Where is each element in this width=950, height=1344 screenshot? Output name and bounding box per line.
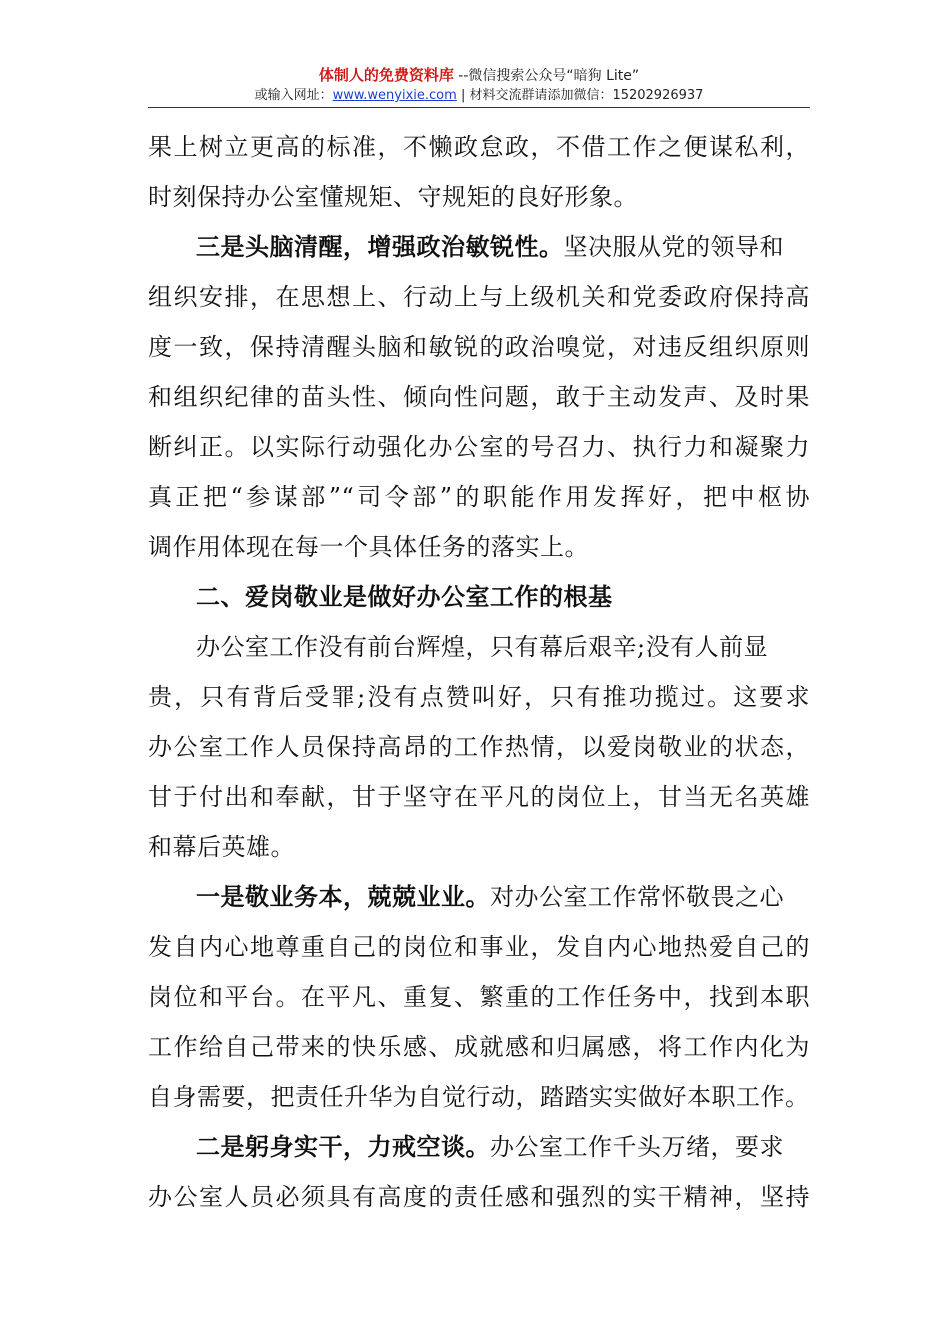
contact-info: | 材料交流群请添加微信：15202926937 [460,88,704,103]
paragraph-lead: 一是敬业务本，兢兢业业。 [196,882,490,911]
brand-name: 体制人的免费资料库 [318,66,454,84]
header-line-brand [148,66,810,86]
text-line: 和组织纪律的苗头性、倾向性问题，敢于主动发声、及时果 [148,383,810,411]
paragraph-lead: 二是躬身实干，力戒空谈。 [196,1132,490,1161]
paragraph-start [148,222,810,272]
text-line: 发自内心地尊重自己的岗位和事业，发自内心地热爱自己的 [148,933,810,961]
text-line: 工作给自己带来的快乐感、成就感和归属感，将工作内化为 [148,1033,810,1061]
paragraph-text: 坚决服从党的领导和 [563,233,784,261]
text-line: 时刻保持办公室懂规矩、守规矩的良好形象。 [148,183,638,211]
text-line: 贵，只有背后受罪;没有点赞叫好，只有推功揽过。这要求 [148,683,810,711]
text-line: 度一致，保持清醒头脑和敏锐的政治嗅觉，对违反组织原则 [148,333,810,361]
text-line: 断纠正。以实际行动强化办公室的号召力、执行力和凝聚力 [148,433,810,461]
paragraph-start [148,872,810,922]
text-line: 岗位和平台。在平凡、重复、繁重的工作任务中，找到本职 [148,983,810,1011]
paragraph-start: 办公室工作没有前台辉煌，只有幕后艰辛;没有人前显 [196,633,769,661]
section-heading: 二、爱岗敬业是做好办公室工作的根基 [196,583,613,611]
header-tagline: --微信搜索公众号“暗狗 Lite” [458,68,640,84]
url-label: 或输入网址： [254,88,333,103]
website-link[interactable]: www.wenyixie.com [332,88,457,103]
text-line: 自身需要，把责任升华为自觉行动，踏踏实实做好本职工作。 [148,1083,810,1111]
header-divider [148,107,810,108]
text-line: 和幕后英雄。 [148,833,295,861]
page-header [148,66,810,105]
text-line: 办公室工作人员保持高昂的工作热情，以爱岗敬业的状态， [148,733,810,761]
paragraph-lead: 三是头脑清醒，增强政治敏锐性。 [196,232,564,261]
text-line: 真正把“参谋部”“司令部”的职能作用发挥好，把中枢协 [148,483,810,511]
header-line-contact [148,86,810,105]
text-line: 果上树立更高的标准，不懒政怠政，不借工作之便谋私利， [148,133,810,161]
paragraph-text: 办公室工作千头万绪，要求 [490,1133,784,1161]
paragraph-start [148,1122,810,1172]
document-body [148,122,810,1222]
text-line: 甘于付出和奉献，甘于坚守在平凡的岗位上，甘当无名英雄 [148,783,810,811]
text-line: 办公室人员必须具有高度的责任感和强烈的实干精神，坚持 [148,1183,810,1211]
paragraph-text: 对办公室工作常怀敬畏之心 [490,883,784,911]
text-line: 调作用体现在每一个具体任务的落实上。 [148,533,589,561]
text-line: 组织安排，在思想上、行动上与上级机关和党委政府保持高 [148,283,810,311]
